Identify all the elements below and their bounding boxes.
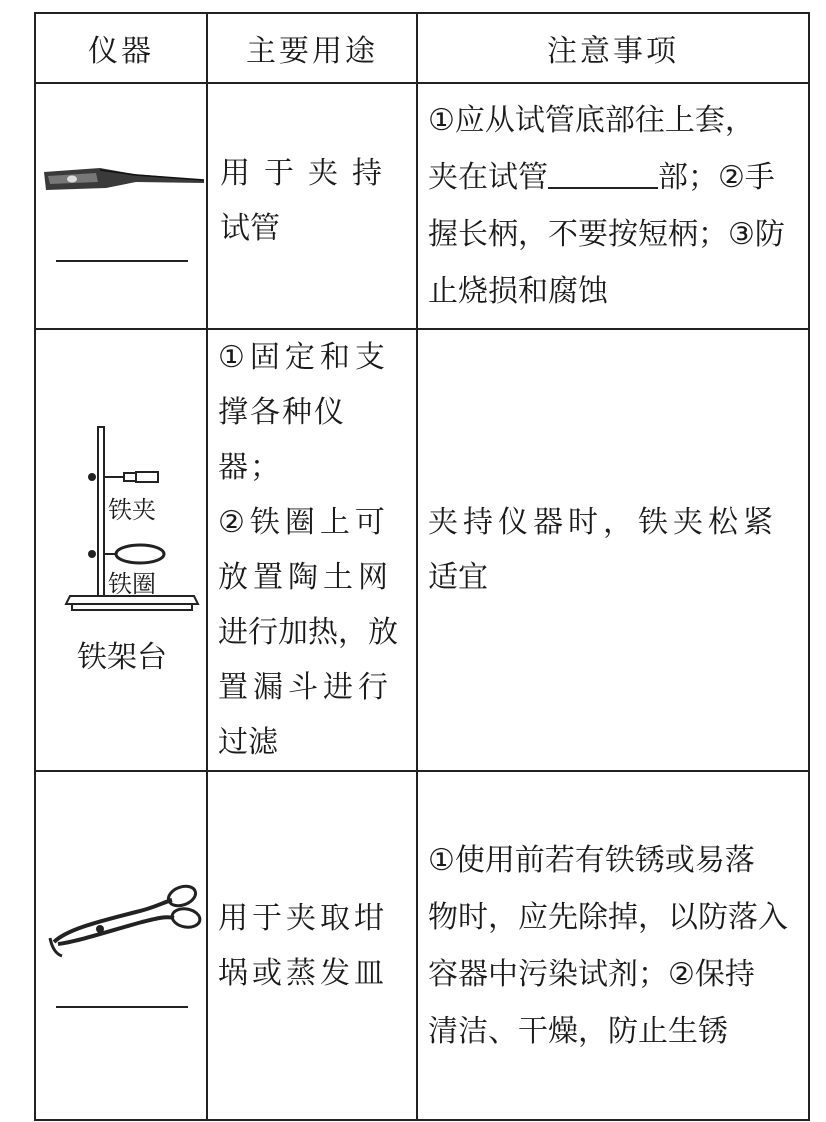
use-line: 用于夹取坩	[218, 900, 388, 936]
apparatus-name: 铁架台	[77, 639, 167, 675]
fill-in-blank	[548, 159, 658, 189]
notes-line: ①使用前若有铁锈或易落	[428, 842, 755, 878]
use-line: 埚或蒸发皿	[218, 955, 388, 991]
use-line: 过滤	[218, 725, 278, 760]
apparatus-cell	[35, 771, 207, 1120]
notes-text: 夹在试管	[428, 160, 548, 195]
ring-label: 铁圈	[108, 569, 156, 598]
crucible-tongs-image	[36, 772, 208, 1119]
test-tube-holder-image	[36, 84, 208, 328]
header-row	[35, 13, 809, 83]
notes-line: 夹持仪器时，铁夹松紧	[428, 505, 778, 540]
use-line: 用于夹持	[220, 156, 396, 191]
notes-line: 容器中污染试剂；②保持	[428, 956, 755, 992]
apparatus-cell	[35, 329, 207, 771]
use-line: 撑各种仪器；	[218, 395, 346, 485]
use-line: 进行加热，放	[218, 615, 398, 650]
use-line: ②铁圈上可	[218, 505, 390, 540]
use-cell	[207, 771, 417, 1120]
use-cell	[207, 329, 417, 771]
use-line: 置漏斗进行	[218, 670, 393, 705]
apparatus-table	[34, 12, 810, 1121]
header-notes: 注意事项	[417, 13, 809, 83]
table-row	[35, 771, 809, 1120]
use-line: ①固定和支	[218, 340, 390, 375]
clamp-label: 铁夹	[108, 495, 156, 524]
iron-stand-image	[36, 332, 208, 769]
notes-cell	[417, 329, 809, 771]
notes-line: 清洁、干燥，防止生锈	[428, 1013, 728, 1049]
notes-cell	[417, 771, 809, 1120]
apparatus-name-blank	[56, 260, 188, 262]
apparatus-cell	[35, 83, 207, 329]
notes-line	[428, 149, 798, 206]
notes-line: 适宜	[428, 560, 488, 595]
apparatus-name-blank	[56, 1006, 188, 1008]
notes-line: 握长柄，不要按短柄；③防	[428, 217, 785, 252]
notes-line: ①应从试管底部往上套，	[428, 103, 755, 138]
use-line: 放置陶土网	[218, 560, 393, 595]
use-line: 试管	[220, 211, 280, 246]
table-row	[35, 83, 809, 329]
header-apparatus: 仪器	[35, 13, 207, 83]
notes-line: 止烧损和腐蚀	[428, 274, 608, 309]
notes-cell	[417, 83, 809, 329]
table-row	[35, 329, 809, 771]
header-main-use: 主要用途	[207, 13, 417, 83]
use-cell	[207, 83, 417, 329]
notes-line: 物时，应先除掉，以防落入	[428, 899, 788, 935]
notes-text: 部；②手	[658, 160, 775, 195]
